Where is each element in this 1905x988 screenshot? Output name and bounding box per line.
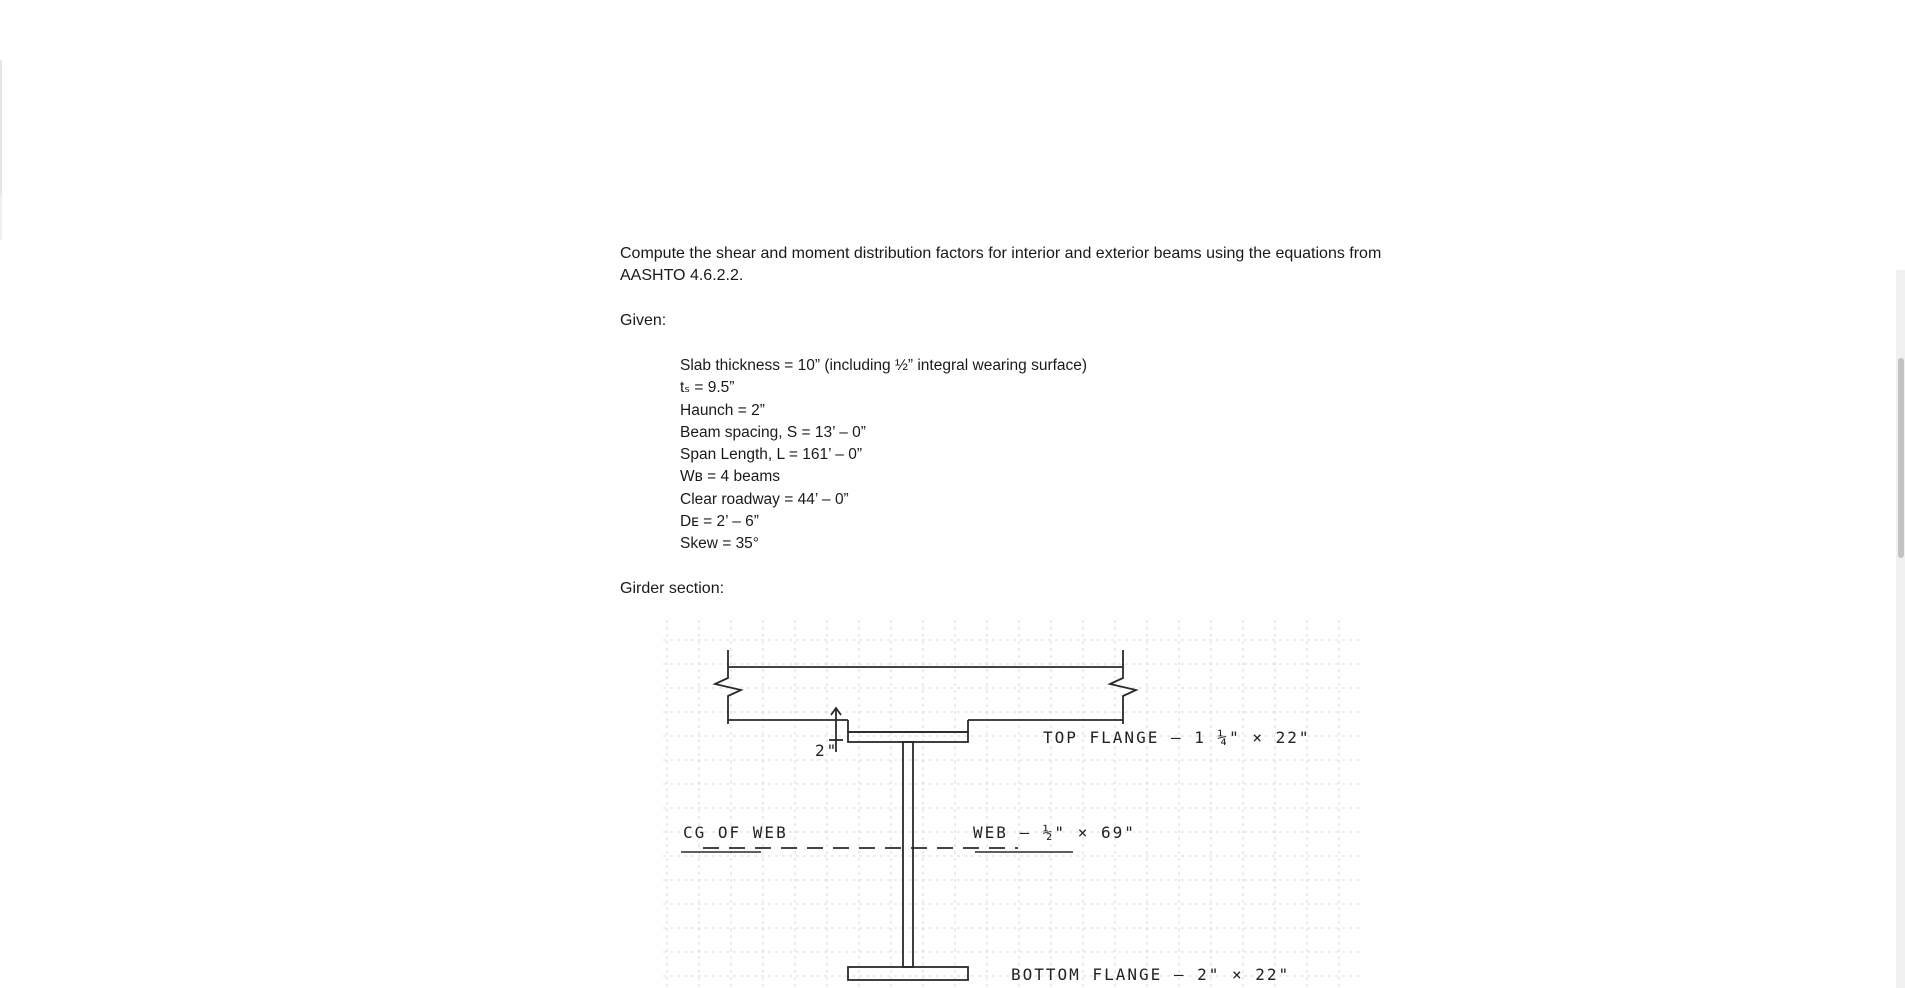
haunch-outline xyxy=(848,720,968,732)
girder-section-heading: Girder section: xyxy=(620,580,725,597)
given-span-length: Span Length, L = 161’ – 0” xyxy=(680,446,862,464)
grid-paper xyxy=(663,620,1363,988)
left-edge-marker xyxy=(0,60,2,195)
given-slab-thickness: Slab thickness = 10” (including ½” integral wearing surface) xyxy=(680,357,1088,374)
web xyxy=(903,742,913,967)
haunch-dim-label: 2" xyxy=(815,741,839,760)
bottom-flange xyxy=(848,967,968,980)
given-heading: Given: xyxy=(620,312,667,329)
top-flange xyxy=(848,732,968,742)
intro-paragraph xyxy=(620,243,1420,287)
bottom-flange-label: BOTTOM FLANGE – 2" × 22" xyxy=(1011,965,1291,984)
given-beam-spacing: Beam spacing, S = 13’ – 0” xyxy=(680,423,866,441)
given-skew: Skew = 35° xyxy=(680,535,760,553)
given-haunch: Haunch = 2” xyxy=(680,401,765,419)
given-ts: tₛ = 9.5” xyxy=(680,379,735,397)
top-flange-label: TOP FLANGE – 1 ¼" × 22" xyxy=(1043,728,1311,747)
slab-break-left xyxy=(715,650,741,724)
girder-section-sketch xyxy=(663,620,1363,988)
slab-break-right xyxy=(1110,650,1136,724)
cg-of-web-label: CG OF WEB xyxy=(683,823,788,842)
left-edge-marker-lower xyxy=(0,195,2,240)
scrollbar-thumb[interactable] xyxy=(1898,358,1904,558)
given-clear-roadway: Clear roadway = 44’ – 0” xyxy=(680,490,849,508)
web-label: WEB – ½" × 69" xyxy=(973,823,1136,842)
given-num-beams: Wʙ = 4 beams xyxy=(680,468,780,486)
given-list xyxy=(680,355,1087,556)
intro-text: Compute the shear and moment distribution factors for interior and exterior beams using the equations from AASHTO 4.6.2.2. xyxy=(620,245,1382,284)
given-de: Dᴇ = 2’ – 6” xyxy=(680,513,759,531)
